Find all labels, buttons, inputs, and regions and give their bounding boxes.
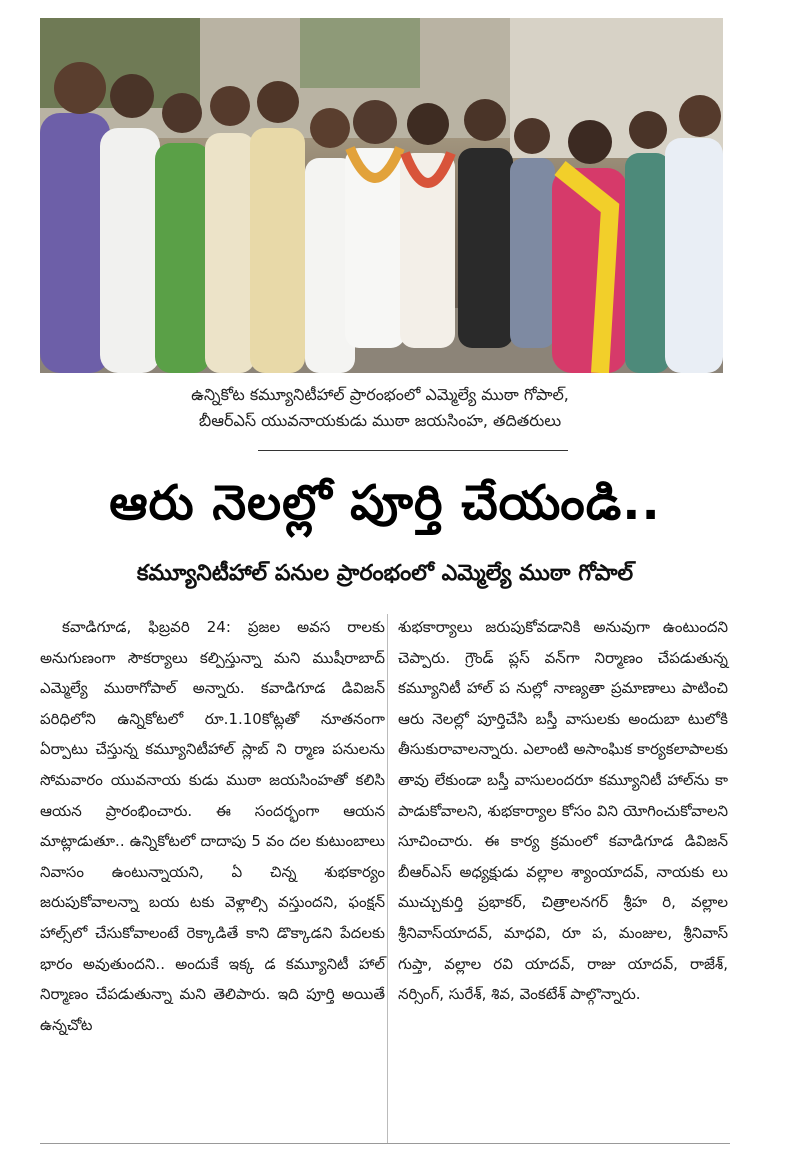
subheadline: కమ్యూనిటీహాల్ పనుల ప్రారంభంలో ఎమ్మెల్యే ముఠా గోపాల్ (136, 561, 634, 586)
bottom-divider (40, 1143, 730, 1144)
headline: ఆరు నెలల్లో పూర్తి చేయండి.. (109, 475, 661, 531)
news-photo (40, 18, 723, 373)
article-column-left (40, 612, 385, 1040)
group-photo-icon (40, 18, 723, 373)
article-column-right (398, 612, 728, 1010)
caption-line-1: ఉన్నికోట కమ్యూనిటీహాల్ ప్రారంభంలో ఎమ్మెల్యే ముఠా గోపాల్, (191, 385, 569, 404)
caption-line-2: బీఆర్ఎస్ యువనాయకుడు ముఠా జయసింహ, తదితరులు (198, 411, 562, 430)
article-text-right: శుభకార్యాలు జరుపుకోవడానికి అనువుగా ఉంటుందని చెప్పారు. గ్రౌండ్ ప్లస్ వన్‌గా నిర్మాణం చేపడుతున్న కమ్యూనిటీ హాల్ ప నుల్లో నాణ్యతా ప్రమాణాలు పాటించి ఆరు నెలల్లో పూర్తిచేసి బస్తీ వాసులకు అందుబా టులోకి తీసుకురావాలన్నారు. ఎలాంటి అసాంఘిక కార్యకలాపాలకు తావు లేకుండా బస్తీ వాసులందరూ కమ్యూనిటీ హాల్‌ను కా పాడుకోవాలని, శుభకార్యాల కోసం విని యోగించుకోవాలని సూచించారు. ఈ కార్య క్రమంలో కవాడిగూడ డివిజన్ బీఆర్ఎస్ అధ్యక్షుడు వల్లాల శ్యాంయాదవ్, నాయకు లు ముచ్చుకుర్తి ప్రభాకర్, చిత్రాలనగర్ శ్రీహ రి, వల్లాల శ్రీనివాస్‌యాదవ్, మాధవి, రూ ప, మంజుల, శ్రీనివాస్ గుప్తా, వల్లాల రవి యాదవ్, రాజు యాదవ్, రాజేశ్, నర్సింగ్, సురేశ్, శివ, వెంకటేశ్ పాల్గొన్నారు. (398, 618, 728, 1004)
article-text-left: కవాడిగూడ, ఫిబ్రవరి 24: ప్రజల అవస రాలకు అనుగుణంగా సౌకర్యాలు కల్పిస్తున్నా మని ముషీరాబాద్ ఎమ్మెల్యే ముఠాగోపాల్ అన్నారు. కవాడిగూడ డివిజన్ పరిధిలోని ఉన్నికోటలో రూ.1.10కోట్లతో నూతనంగా ఏర్పాటు చేస్తున్న కమ్యూనిటీహాల్ స్లాబ్ ని ర్మాణ పనులను సోమవారం యువనాయ కుడు ముఠా జయసింహతో కలిసి ఆయన ప్రారంభించారు. ఈ సందర్భంగా ఆయన మాట్లాడుతూ.. ఉన్నికోటలో దాదాపు 5 వం దల కుటుంబాలు నివాసం ఉంటున్నాయని, ఏ చిన్న శుభకార్యం జరుపుకోవాలన్నా బయ టకు వెళ్లాల్సి వస్తుందని, ఫంక్షన్ హాల్స్‌లో చేసుకోవాలంటే రెక్కాడితే కాని డొక్కాడని పేదలకు భారం అవుతుందని.. అందుకే ఇక్క డ కమ్యూనిటీ హాల్ నిర్మాణం చేపడుతున్నా మని తెలిపారు. ఇది పూర్తి అయితే ఉన్నచోట (40, 618, 385, 1034)
photo-caption (60, 382, 700, 434)
caption-divider (258, 450, 568, 451)
column-divider (387, 614, 388, 1144)
